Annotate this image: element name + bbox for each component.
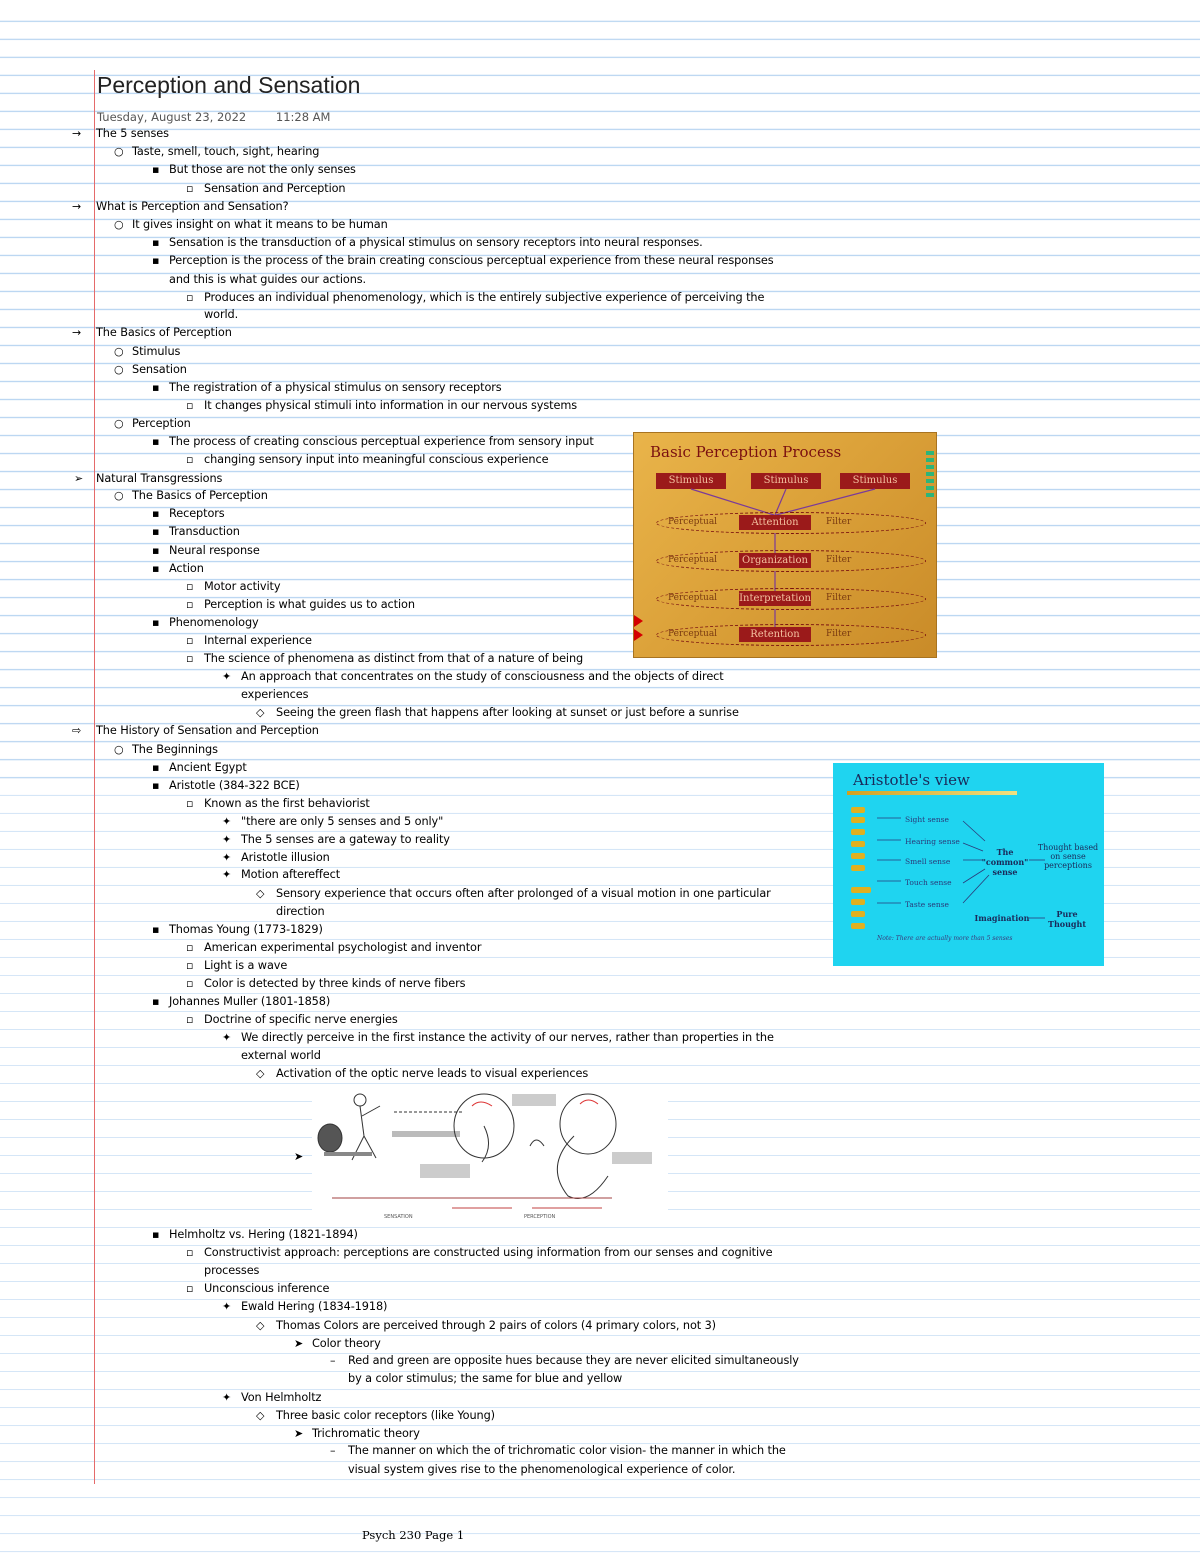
outline-line[interactable]: Johannes Muller (1801-1858) [169,995,331,1008]
bullet-icon: ▫ [186,959,194,972]
outline-line[interactable]: Light is a wave [204,959,288,972]
bullet-icon: ▪ [152,761,160,774]
outline-line[interactable]: The process of creating conscious perceptual experience from sensory input [169,435,594,448]
outline-line[interactable]: Perception is what guides us to action [204,598,415,611]
outline-line[interactable]: and this is what guides our actions. [169,273,367,286]
outline-line[interactable]: The science of phenomena as distinct from that of a nature of being [204,652,584,665]
bullet-icon: ▫ [186,453,194,466]
outline-line[interactable]: The Basics of Perception [132,489,268,502]
sense-label: Sight sense [905,815,949,824]
outline-line[interactable]: Three basic color receptors (like Young) [276,1409,495,1422]
bullet-icon: ▪ [152,779,160,792]
bullet-icon: ○ [114,345,124,358]
bullet-icon: ▪ [152,562,160,575]
outline-line[interactable]: Motion aftereffect [241,868,341,881]
bullet-icon: ○ [114,145,124,158]
outline-line[interactable]: Action [169,562,204,575]
outline-line[interactable]: world. [204,308,239,321]
outline-line[interactable]: Receptors [169,507,225,520]
outline-line[interactable]: Thomas Young (1773-1829) [169,923,323,936]
outline-line[interactable]: Constructivist approach: perceptions are constructed using information from our senses and cognitive [204,1246,773,1259]
page-footer: Psych 230 Page 1 [362,1528,465,1542]
bullet-icon: – [330,1354,336,1367]
outline-line[interactable]: Sensation and Perception [204,182,346,195]
outline-line[interactable]: Stimulus [132,345,181,358]
outline-line[interactable]: What is Perception and Sensation? [96,200,289,213]
page-time: 11:28 AM [275,110,331,124]
bullet-icon: ▫ [186,1282,194,1295]
outline-line[interactable]: visual system gives rise to the phenomenological experience of color. [348,1463,736,1476]
bullet-icon: ✦ [222,1300,232,1313]
outline-line[interactable]: Phenomenology [169,616,259,629]
outline-line[interactable]: Aristotle illusion [241,851,330,864]
bullet-icon: ▪ [152,254,160,267]
outline-line[interactable]: Taste, smell, touch, sight, hearing [132,145,320,158]
bullet-icon: ▫ [186,652,194,665]
bullet-icon: ◇ [256,1319,265,1332]
pure-thought-label: Pure Thought [1047,909,1087,929]
sensation-perception-drawing [312,1086,668,1222]
outline-line[interactable]: direction [276,905,325,918]
outline-line[interactable]: Natural Transgressions [96,472,223,485]
bullet-icon: ▫ [186,941,194,954]
stage-attention: Attention [739,515,811,530]
filter-label: Filter [826,593,852,603]
bullet-icon: ✦ [222,815,232,828]
outline-line[interactable]: American experimental psychologist and inventor [204,941,482,954]
outline-line[interactable]: Color theory [312,1337,381,1350]
bullet-icon: ○ [114,363,124,376]
bullet-icon: ◇ [256,887,265,900]
bullet-icon: ○ [114,417,124,430]
bullet-icon: ➤ [294,1150,304,1163]
perceptual-label: Perceptual [668,629,718,639]
stage-organization: Organization [739,553,811,568]
outline-line[interactable]: Color is detected by three kinds of nerve fibers [204,977,466,990]
sense-label: Smell sense [905,857,951,866]
bullet-icon: ▪ [152,544,160,557]
outline-line[interactable]: Ancient Egypt [169,761,247,774]
bullet-icon: ▪ [152,507,160,520]
outline-line[interactable]: Unconscious inference [204,1282,330,1295]
outline-line[interactable]: experiences [241,688,309,701]
bullet-icon: ○ [114,743,124,756]
bullet-icon: ◇ [256,706,265,719]
outline-line[interactable]: The 5 senses [96,127,169,140]
outline-line[interactable]: But those are not the only senses [169,163,356,176]
imagination-label: Imagination [974,913,1030,923]
outline-line[interactable]: The Basics of Perception [96,326,232,339]
stimulus-box: Stimulus [656,473,726,489]
bullet-icon: ▫ [186,977,194,990]
bullet-icon: ✦ [222,1031,232,1044]
bullet-icon: ➤ [294,1337,304,1350]
outline-line[interactable]: Sensation [132,363,187,376]
outline-line[interactable]: by a color stimulus; the same for blue and yellow [348,1372,623,1385]
aristotles-view-image [833,763,1104,966]
bullet-icon: ▪ [152,435,160,448]
stage-interpretation: Interpretation [739,593,811,604]
outline-line[interactable]: Transduction [169,525,240,538]
stimulus-box: Stimulus [840,473,910,489]
page-date: Tuesday, August 23, 2022 [97,110,247,124]
outline-line[interactable]: We directly perceive in the first instance the activity of our nerves, rather than properties in the [241,1031,774,1044]
bullet-icon: ▫ [186,1013,194,1026]
outline-line[interactable]: processes [204,1264,260,1277]
outline-line[interactable]: Internal experience [204,634,312,647]
outline-line[interactable]: Sensation is the transduction of a physical stimulus on sensory receptors into neural responses. [169,236,703,249]
outline-line[interactable]: Von Helmholtz [241,1391,322,1404]
bullet-icon: ▫ [186,399,194,412]
filter-label: Filter [826,629,852,639]
bullet-icon: ➢ [74,472,84,485]
bullet-icon: ▪ [152,616,160,629]
aristotle-title: Aristotle's view [853,771,970,789]
bullet-icon: → [72,326,82,339]
bullet-icon: ▪ [152,995,160,1008]
perceptual-label: Perceptual [668,517,718,527]
outline-line[interactable]: Aristotle (384-322 BCE) [169,779,300,792]
outline-line[interactable]: Helmholtz vs. Hering (1821-1894) [169,1228,358,1241]
bullet-icon: ▪ [152,163,160,176]
outline-line[interactable]: Thomas Colors are perceived through 2 pairs of colors (4 primary colors, not 3) [276,1319,716,1332]
sense-label: Hearing sense [905,837,960,846]
outline-line[interactable]: Perception [132,417,191,430]
bullet-icon: ▪ [152,1228,160,1241]
outline-line[interactable]: The manner on which the of trichromatic color vision- the manner in which the [348,1444,786,1457]
outline-line[interactable]: Produces an individual phenomenology, which is the entirely subjective experience of perceiving the [204,291,765,304]
sense-label: Touch sense [905,878,952,887]
outline-line[interactable]: Red and green are opposite hues because they are never elicited simultaneously [348,1354,799,1367]
bullet-icon: ▫ [186,598,194,611]
common-sense-label: The "common" sense [981,847,1029,877]
thought-label: Thought based on sense perceptions [1037,843,1099,870]
bullet-icon: ◇ [256,1067,265,1080]
page-title: Perception and Sensation [97,72,361,98]
bullet-icon: ✦ [222,670,232,683]
outline-line[interactable]: Ewald Hering (1834-1918) [241,1300,388,1313]
bullet-icon: ▫ [186,1246,194,1259]
bullet-icon: ▪ [152,236,160,249]
bullet-icon: ▪ [152,525,160,538]
outline-line[interactable]: An approach that concentrates on the study of consciousness and the objects of direct [241,670,724,683]
outline-line[interactable]: Neural response [169,544,260,557]
bullet-icon: ⇨ [72,724,82,737]
bullet-icon: ✦ [222,851,232,864]
bullet-icon: ✦ [222,833,232,846]
bullet-icon: ▫ [186,580,194,593]
bullet-icon: ▪ [152,381,160,394]
outline-line[interactable]: Sensory experience that occurs often after prolonged of a visual motion in one particular [276,887,771,900]
outline-line[interactable]: Perception is the process of the brain creating conscious perceptual experience from these neural responses [169,254,774,267]
outline-line[interactable]: The History of Sensation and Perception [96,724,319,737]
outline-line[interactable]: Trichromatic theory [312,1427,420,1440]
red-triangle-icon [634,615,643,627]
perception-caption: PERCEPTION [524,1214,556,1220]
bullet-icon: ▫ [186,797,194,810]
basic-perception-title: Basic Perception Process [650,443,842,461]
bullet-icon: ○ [114,218,124,231]
aristotle-note: Note: There are actually more than 5 senses [877,935,1013,942]
bullet-icon: → [72,127,82,140]
outline-line[interactable]: The 5 senses are a gateway to reality [241,833,450,846]
stimulus-box: Stimulus [751,473,821,489]
bullet-icon: ○ [114,489,124,502]
bullet-icon: ✦ [222,868,232,881]
bullet-icon: – [330,1444,336,1457]
bullet-icon: → [72,200,82,213]
bullet-icon: ➤ [294,1427,304,1440]
bullet-icon: ◇ [256,1409,265,1422]
bullet-icon: ▫ [186,291,194,304]
outline-line[interactable]: Seeing the green flash that happens after looking at sunset or just before a sunrise [276,706,739,719]
outline-line[interactable]: changing sensory input into meaningful conscious experience [204,453,549,466]
perceptual-label: Perceptual [668,593,718,603]
outline-line[interactable]: external world [241,1049,321,1062]
bullet-icon: ✦ [222,1391,232,1404]
sensation-caption: SENSATION [384,1214,413,1220]
perceptual-label: Perceptual [668,555,718,565]
bullet-icon: ▫ [186,182,194,195]
bullet-icon: ▫ [186,634,194,647]
filter-label: Filter [826,555,852,565]
outline-line[interactable]: Known as the first behaviorist [204,797,370,810]
outline-line[interactable]: The Beginnings [132,743,218,756]
stage-retention: Retention [739,627,811,642]
outline-line[interactable]: It changes physical stimuli into information in our nervous systems [204,399,578,412]
sense-label: Taste sense [905,900,949,909]
basic-perception-process-image [633,432,937,658]
outline-line[interactable]: It gives insight on what it means to be human [132,218,388,231]
filter-label: Filter [826,517,852,527]
notebook-margin-line [94,70,95,1484]
page-datetime [97,110,356,124]
outline-line[interactable]: Motor activity [204,580,281,593]
outline-line[interactable]: Activation of the optic nerve leads to visual experiences [276,1067,589,1080]
outline-line[interactable]: "there are only 5 senses and 5 only" [241,815,444,828]
outline-line[interactable]: Doctrine of specific nerve energies [204,1013,398,1026]
outline-line[interactable]: The registration of a physical stimulus on sensory receptors [169,381,502,394]
bullet-icon: ▪ [152,923,160,936]
nerve-energies-illustration [312,1086,668,1222]
red-triangle-icon [634,629,643,641]
